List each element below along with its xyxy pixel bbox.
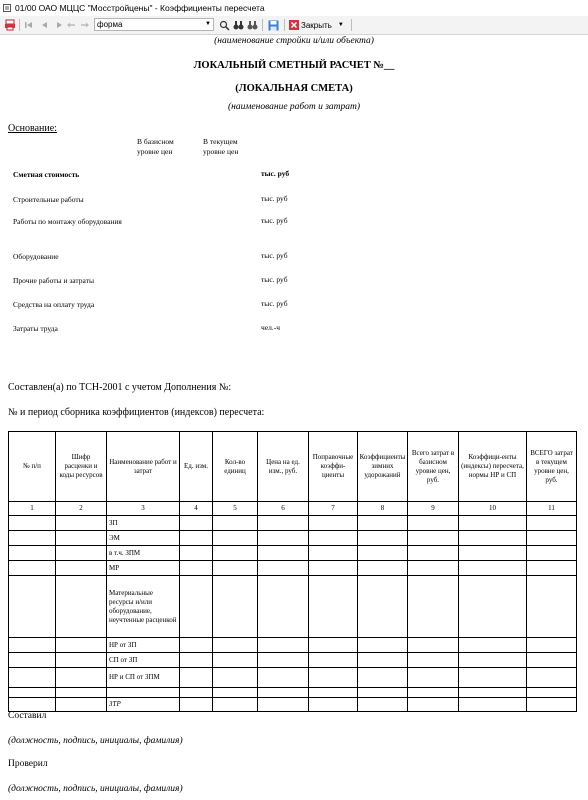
table-cell — [358, 638, 408, 653]
table-cell — [459, 688, 527, 698]
row-name-cell: Материальные ресурсы и/или оборудование, неучтенные расценкой — [107, 576, 180, 638]
table-cell — [358, 531, 408, 546]
table-cell — [56, 531, 107, 546]
print-button[interactable] — [3, 18, 17, 32]
prev-page-icon — [40, 20, 50, 30]
table-cell — [527, 576, 577, 638]
chevron-down-icon: ▼ — [205, 21, 211, 27]
table-cell — [258, 561, 309, 576]
table-cell — [180, 561, 213, 576]
table-cell — [213, 516, 258, 531]
table-cell — [408, 546, 459, 561]
search-icon — [219, 20, 230, 31]
table-cell — [56, 546, 107, 561]
table-cell — [309, 546, 358, 561]
table-cell — [459, 576, 527, 638]
close-icon — [289, 20, 299, 30]
table-cell — [56, 638, 107, 653]
table-cell — [180, 668, 213, 688]
cost-row-label: Строительные работы — [13, 195, 84, 204]
save-icon — [268, 20, 279, 31]
row-name-cell: ЗТР — [107, 698, 180, 712]
column-number-cell: 9 — [408, 502, 459, 516]
close-button-label: Закрыть — [301, 20, 332, 30]
binoculars-icon — [247, 20, 258, 31]
table-cell — [309, 698, 358, 712]
checked-by-caption: (должность, подпись, инициалы, фамилия) — [8, 784, 183, 794]
toolbar-separator — [262, 19, 263, 31]
table-header-cell: Шифр расценки и коды ресурсов — [56, 432, 107, 502]
row-name-cell: ЗП — [107, 516, 180, 531]
save-button[interactable] — [266, 18, 280, 32]
table-cell — [258, 638, 309, 653]
table-cell — [180, 653, 213, 668]
print-icon — [4, 19, 16, 31]
row-name-cell: в т.ч. ЗПМ — [107, 546, 180, 561]
table-cell — [459, 698, 527, 712]
object-caption: (наименование стройки и/или объекта) — [214, 36, 374, 46]
table-row — [9, 546, 577, 561]
table-header-cell: ВСЕГО затрат в текущем уровне цен, руб. — [527, 432, 577, 502]
table-row — [9, 653, 577, 668]
estimate-table — [8, 431, 577, 712]
column-number-cell: 6 — [258, 502, 309, 516]
row-name-cell: МР — [107, 561, 180, 576]
next-page-icon — [54, 20, 64, 30]
composed-by-label: Составил — [8, 711, 47, 721]
binoculars-icon — [233, 20, 244, 31]
cost-row-unit: тыс. руб — [261, 251, 288, 260]
chevron-down-icon: ▼ — [337, 22, 344, 28]
table-header-cell: Кол-во единиц — [213, 432, 258, 502]
table-row — [9, 516, 577, 531]
row-name-cell: НР и СП от ЗПМ — [107, 668, 180, 688]
table-cell — [309, 638, 358, 653]
table-cell — [180, 688, 213, 698]
works-caption: (наименование работ и затрат) — [227, 102, 361, 112]
report-toolbar — [0, 16, 588, 35]
table-cell — [408, 531, 459, 546]
column-number-cell: 10 — [459, 502, 527, 516]
table-cell — [180, 638, 213, 653]
table-cell — [213, 688, 258, 698]
table-cell — [459, 546, 527, 561]
cost-row-unit: тыс. руб — [261, 194, 288, 203]
table-header-cell: Ед. изм. — [180, 432, 213, 502]
table-cell — [408, 516, 459, 531]
cost-row-unit: тыс. руб — [261, 275, 288, 284]
table-cell — [527, 531, 577, 546]
table-cell — [258, 546, 309, 561]
table-row — [9, 638, 577, 653]
toolbar-separator — [284, 19, 285, 31]
table-cell — [408, 561, 459, 576]
table-cell — [213, 531, 258, 546]
table-cell — [527, 668, 577, 688]
cost-row-label: Затраты труда — [13, 324, 58, 333]
table-cell — [258, 531, 309, 546]
format-select-value: форма — [97, 20, 123, 29]
table-cell — [358, 561, 408, 576]
table-cell — [213, 668, 258, 688]
row-name-cell: СП от ЗП — [107, 653, 180, 668]
table-cell — [180, 516, 213, 531]
table-row — [9, 688, 577, 698]
table-cell — [56, 561, 107, 576]
table-cell — [213, 561, 258, 576]
table-cell — [358, 516, 408, 531]
table-cell — [56, 668, 107, 688]
table-cell — [358, 668, 408, 688]
window-titlebar — [0, 0, 588, 16]
table-cell — [180, 576, 213, 638]
table-header-cell: Цена на ед. изм., руб. — [258, 432, 309, 502]
table-cell — [358, 653, 408, 668]
table-cell — [258, 688, 309, 698]
table-cell — [258, 576, 309, 638]
table-cell — [9, 638, 56, 653]
cost-row-label: Работы по монтажу оборудования — [13, 217, 122, 226]
report-title: ЛОКАЛЬНЫЙ СМЕТНЫЙ РАСЧЕТ №__ — [193, 60, 395, 71]
table-cell — [9, 576, 56, 638]
table-cell — [258, 698, 309, 712]
first-page-icon — [24, 20, 34, 30]
column-number-cell: 3 — [107, 502, 180, 516]
table-cell — [527, 698, 577, 712]
table-cell — [9, 516, 56, 531]
table-cell — [527, 546, 577, 561]
table-row — [9, 531, 577, 546]
table-row — [9, 561, 577, 576]
table-cell — [358, 688, 408, 698]
col-base-header: В базисном уровне цен — [137, 137, 174, 156]
table-cell — [527, 561, 577, 576]
table-cell — [527, 516, 577, 531]
toolbar-separator — [351, 19, 352, 31]
table-header-cell: Поправочные коэффи-циенты — [309, 432, 358, 502]
table-row — [9, 668, 577, 688]
window-title: 01/00 ОАО МЦЦС "Мосстройцены" - Коэффициенты пересчета — [15, 3, 265, 13]
table-row — [9, 576, 577, 638]
cost-row-unit: чел.-ч — [261, 323, 280, 332]
cost-row-label: Сметная стоимость — [13, 170, 80, 179]
table-cell — [9, 653, 56, 668]
row-name-cell: ЭМ — [107, 531, 180, 546]
table-cell — [258, 668, 309, 688]
table-cell — [180, 546, 213, 561]
cost-row-unit: тыс. руб — [261, 299, 288, 308]
table-cell — [56, 576, 107, 638]
table-cell — [459, 653, 527, 668]
table-cell — [408, 698, 459, 712]
composed-line: Составлен(а) по ТСН-2001 с учетом Дополнения №: — [8, 382, 232, 393]
table-cell — [9, 546, 56, 561]
table-cell — [309, 531, 358, 546]
col-current-header: В текущем уровне цен — [203, 137, 239, 156]
table-cell — [527, 653, 577, 668]
table-cell — [408, 653, 459, 668]
row-name-cell: НР от ЗП — [107, 638, 180, 653]
table-cell — [180, 531, 213, 546]
cost-row-label: Прочие работы и затраты — [13, 276, 95, 285]
table-cell — [459, 561, 527, 576]
table-cell — [56, 653, 107, 668]
app-icon — [3, 4, 11, 12]
table-cell — [358, 698, 408, 712]
table-header-cell: Коэффициенты зимних удорожаний — [358, 432, 408, 502]
table-header-row — [9, 432, 577, 502]
table-cell — [459, 531, 527, 546]
close-button[interactable] — [289, 18, 344, 32]
table-cell — [408, 576, 459, 638]
find-prev-button[interactable] — [246, 18, 258, 32]
checked-by-label: Проверил — [8, 759, 48, 769]
find-button[interactable] — [218, 18, 230, 32]
column-number-cell: 7 — [309, 502, 358, 516]
table-cell — [459, 668, 527, 688]
row-name-cell — [107, 688, 180, 698]
period-line: № и период сборника коэффициентов (индексов) пересчета: — [8, 407, 265, 418]
table-cell — [358, 576, 408, 638]
table-cell — [459, 516, 527, 531]
table-header-cell: Всего затрат в базисном уровне цен, руб. — [408, 432, 459, 502]
table-cell — [258, 516, 309, 531]
table-cell — [358, 546, 408, 561]
cost-row-unit: тыс. руб — [261, 216, 288, 225]
table-cell — [9, 668, 56, 688]
table-cell — [258, 653, 309, 668]
prev-page-button[interactable] — [38, 18, 52, 32]
table-header-cell: Наименование работ и затрат — [107, 432, 180, 502]
column-number-cell: 8 — [358, 502, 408, 516]
table-cell — [9, 531, 56, 546]
first-page-button[interactable] — [22, 18, 36, 32]
table-header-cell: № п/п — [9, 432, 56, 502]
arrow-left-icon — [66, 20, 76, 30]
column-number-cell: 4 — [180, 502, 213, 516]
composed-by-caption: (должность, подпись, инициалы, фамилия) — [8, 736, 183, 746]
cost-row-label: Средства на оплату труда — [13, 300, 95, 309]
report-page — [0, 35, 588, 800]
toolbar-separator — [19, 19, 20, 31]
find-next-button[interactable] — [232, 18, 244, 32]
table-cell — [9, 698, 56, 712]
format-select[interactable] — [94, 18, 214, 31]
table-cell — [527, 638, 577, 653]
back-button[interactable] — [64, 18, 78, 32]
table-cell — [408, 668, 459, 688]
table-cell — [408, 688, 459, 698]
column-number-cell: 2 — [56, 502, 107, 516]
table-cell — [309, 653, 358, 668]
arrow-right-icon — [80, 20, 90, 30]
cost-row-label: Оборудование — [13, 252, 59, 261]
column-number-cell: 11 — [527, 502, 577, 516]
table-cell — [213, 653, 258, 668]
table-row — [9, 698, 577, 712]
table-cell — [408, 638, 459, 653]
table-cell — [9, 688, 56, 698]
table-cell — [309, 516, 358, 531]
table-cell — [56, 516, 107, 531]
table-cell — [309, 668, 358, 688]
table-cell — [56, 698, 107, 712]
column-number-cell: 1 — [9, 502, 56, 516]
table-cell — [213, 638, 258, 653]
table-cell — [213, 546, 258, 561]
basis-label: Основание: — [8, 123, 57, 134]
table-cell — [309, 561, 358, 576]
table-cell — [9, 561, 56, 576]
table-cell — [309, 576, 358, 638]
table-header-cell: Коэффици-енты (индексы) пересчета, нормы НР и СП — [459, 432, 527, 502]
report-subtitle: (ЛОКАЛЬНАЯ СМЕТА) — [235, 83, 353, 94]
table-cell — [527, 688, 577, 698]
table-cell — [213, 576, 258, 638]
column-number-cell: 5 — [213, 502, 258, 516]
cost-row-unit: тыс. руб — [261, 169, 290, 178]
table-cell — [180, 698, 213, 712]
table-cell — [309, 688, 358, 698]
table-cell — [459, 638, 527, 653]
table-number-row — [9, 502, 577, 516]
table-cell — [56, 688, 107, 698]
forward-button[interactable] — [78, 18, 92, 32]
table-cell — [213, 698, 258, 712]
